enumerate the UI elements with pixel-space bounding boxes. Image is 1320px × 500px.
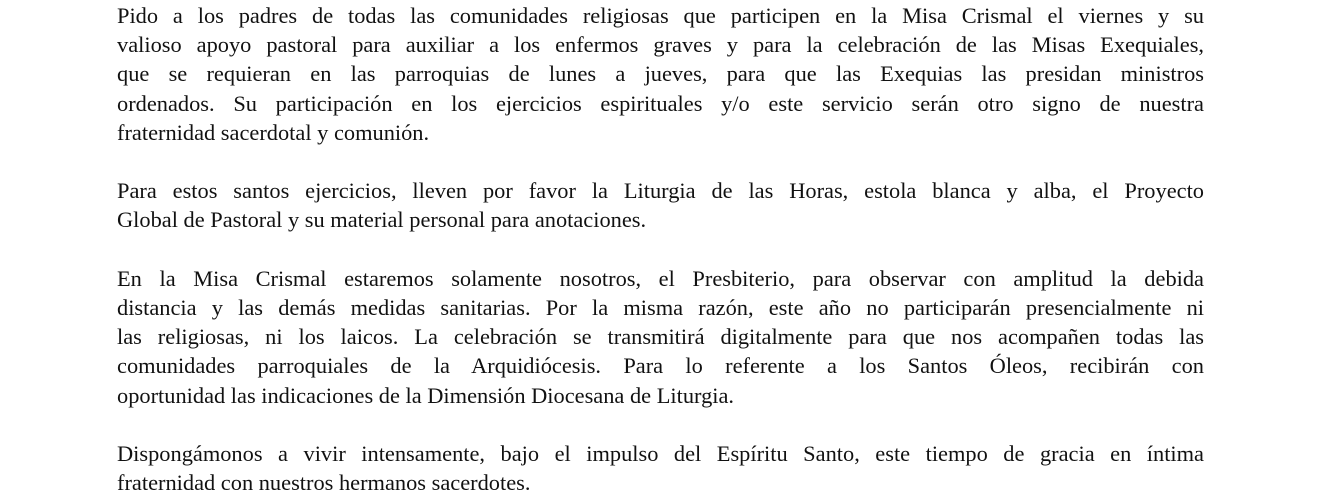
paragraph-religious-communities [117, 1, 1204, 147]
text-line: fraternidad con nuestros hermanos sacerdotes. [117, 470, 531, 496]
text-line: Dispongámonos a vivir intensamente, bajo el impulso del Espíritu Santo, este tiempo de gracia en íntima [117, 441, 1204, 466]
text-line: Global de Pastoral y su material personal para anotaciones. [117, 207, 647, 233]
text-line: distancia y las demás medidas sanitarias. Por la misma razón, este año no participarán presencialmente ni [117, 295, 1204, 320]
paragraph-closing-exhortation [117, 439, 1204, 497]
text-line: comunidades parroquiales de la Arquidiócesis. Para lo referente a los Santos Óleos, recibirán con [117, 353, 1204, 379]
document-page [117, 0, 1204, 500]
paragraph-chrism-mass [117, 264, 1204, 410]
paragraph-exercise-materials [117, 176, 1204, 234]
text-line: fraternidad sacerdotal y comunión. [117, 119, 430, 145]
text-line: Pido a los padres de todas las comunidades religiosas que participen en la Misa Crismal el viernes y su [117, 3, 1204, 28]
text-line: valioso apoyo pastoral para auxiliar a los enfermos graves y para la celebración de las Misas Exequiales, [117, 32, 1204, 58]
text-line: las religiosas, ni los laicos. La celebración se transmitirá digitalmente para que nos acompañen todas las [117, 324, 1204, 350]
text-line: Para estos santos ejercicios, lleven por favor la Liturgia de las Horas, estola blanca y alba, el Proyecto [117, 178, 1204, 204]
text-line: En la Misa Crismal estaremos solamente nosotros, el Presbiterio, para observar con amplitud la debida [117, 265, 1204, 291]
text-line: que se requieran en las parroquias de lunes a jueves, para que las Exequias las presidan ministros [117, 61, 1204, 87]
text-line: oportunidad las indicaciones de la Dimensión Diocesana de Liturgia. [117, 382, 735, 408]
text-line: ordenados. Su participación en los ejercicios espirituales y/o este servicio serán otro signo de nuestra [117, 90, 1204, 116]
